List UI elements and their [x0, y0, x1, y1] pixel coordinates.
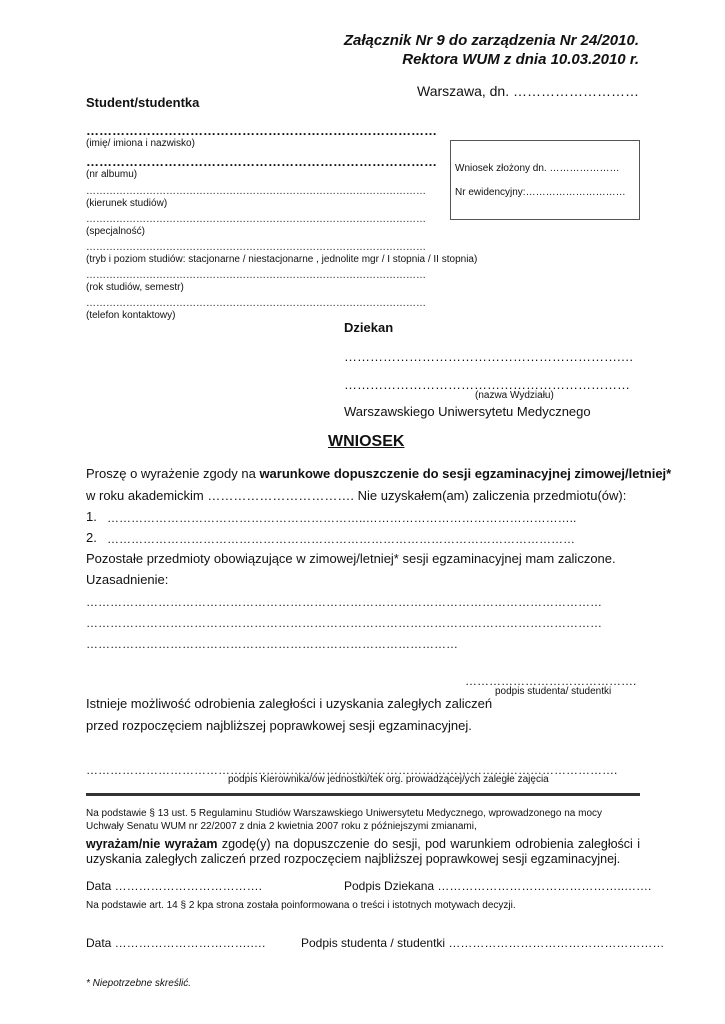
remaining-subjects-text: Pozostałe przedmioty obowiązujące w zimowej/letniej* sesji egzaminacyjnej mam zaliczone.	[86, 551, 616, 566]
request-start: Proszę o wyrażenie zgody na	[86, 466, 260, 481]
annex-header-line1: Załącznik Nr 9 do zarządzenia Nr 24/2010.	[343, 32, 639, 49]
justification-line3: …………………………………………………………………………………	[86, 637, 458, 651]
unit-head-signature-dots: …………………………………………………………………………………………………………………….	[86, 763, 618, 777]
request-bold: warunkowe dopuszczenie do sesji egzaminacyjnej zimowej/letniej*	[259, 466, 672, 481]
study-mode-dots: …………………………………………………………………………………………	[86, 242, 426, 253]
justification-line2: …………………………………………………………………………………………………………………	[86, 616, 602, 630]
decision-rest: zgodę(y) na dopuszczenie do sesji, pod warunkiem odrobienia zaległości i uzyskania zaległych zaliczeń przed rozpoczęciem najbliższej poprawkowej sesji egzaminacyjnej.	[86, 837, 640, 866]
year-semester-dots: …………………………………………………………………………………………	[86, 270, 426, 281]
decision-bold: wyrażam/nie wyrażam	[86, 837, 218, 851]
name-field-label: (imię/ imiona i nazwisko)	[86, 138, 195, 149]
student-signature-dots: …………………………………….	[465, 674, 637, 688]
item2-number: 2.	[86, 530, 97, 545]
specialty-dots: …………………………………………………………………………………………	[86, 214, 426, 225]
registry-number: Nr ewidencyjny:…………………………	[455, 187, 626, 198]
unit-head-signature-label: podpis Kierownika/ów jednostki/tek org. prowadzącej/ych zaległe zajęcia	[228, 774, 549, 785]
name-field-dots: ………………………………………………………………………	[86, 123, 437, 138]
office-use-box	[450, 140, 640, 220]
justification-line1: …………………………………………………………………………………………………………………	[86, 595, 602, 609]
dean-line1: ……………………………………………………….…	[344, 349, 634, 364]
section-divider	[86, 793, 640, 796]
makeup-line2: przed rozpoczęciem najbliższej poprawkowej sesji egzaminacyjnej.	[86, 718, 472, 733]
annex-header-line2: Rektora WUM z dnia 10.03.2010 r.	[402, 51, 639, 68]
university-name: Warszawskiego Uniwersytetu Medycznego	[344, 404, 591, 419]
justification-label: Uzasadnienie:	[86, 572, 169, 587]
kpa-notice: Na podstawie art. 14 § 2 kpa strona została poinformowana o treści i istotnych motywach decyzji.	[86, 900, 516, 911]
item2-dots: ………………………………………………………………………………………………………	[107, 532, 575, 546]
dean-decision-date: Data ……………………………….	[86, 879, 263, 893]
student-signature-label: podpis studenta/ studentki	[495, 686, 612, 697]
makeup-line1: Istnieje możliwość odrobienia zaległości i uzyskania zaległych zaliczeń	[86, 696, 493, 711]
year-semester-label: (rok studiów, semestr)	[86, 282, 184, 293]
student-ack-signature: Podpis studenta / studentki ………………………………………………	[301, 936, 665, 950]
place-date: Warszawa, dn. ………………………	[417, 83, 639, 99]
phone-label: (telefon kontaktowy)	[86, 310, 176, 321]
dean-line2: …………………………………………………………	[344, 377, 630, 392]
form-title: WNIOSEK	[328, 433, 405, 450]
phone-dots: …………………………………………………………………………………………	[86, 298, 426, 309]
legal-basis: Na podstawie § 13 ust. 5 Regulaminu Studiów Warszawskiego Uniwersytetu Medycznego, wprowadzonego na mocy Uchwały Senatu WUM nr 22/2007 z dnia 2 kwietnia 2007 roku z późniejszymi zmianami,	[86, 808, 603, 832]
item1-dots: ………………………………………………………..……………………………………………..	[107, 511, 577, 525]
decision-text	[86, 837, 640, 867]
field-of-study-label: (kierunek studiów)	[86, 198, 168, 209]
academic-year-line: w roku akademickim ……………………………. Nie uzyskałem(am) zaliczenia przedmiotu(ów):	[86, 488, 627, 503]
faculty-label: (nazwa Wydziału)	[475, 390, 554, 401]
dean-title: Dziekan	[344, 320, 394, 335]
footnote: * Niepotrzebne skreślić.	[86, 978, 192, 989]
student-ack-date: Data …………………………….….	[86, 936, 266, 950]
album-field-label: (nr albumu)	[86, 169, 138, 180]
item1-number: 1.	[86, 509, 97, 524]
specialty-label: (specjalność)	[86, 226, 145, 237]
album-field-dots: ………………………………………………………………………	[86, 154, 437, 169]
field-of-study-dots: …………………………………………………………………………………………	[86, 186, 426, 197]
study-mode-label: (tryb i poziom studiów: stacjonarne / niestacjonarne , jednolite mgr / I stopnia / II stopnia)	[86, 254, 478, 265]
request-sentence	[86, 466, 671, 481]
dean-signature: Podpis Dziekana ………………………………………..…….	[344, 879, 652, 893]
submitted-date: Wniosek złożony dn. …………………	[455, 163, 620, 174]
student-heading: Student/studentka	[86, 95, 200, 110]
